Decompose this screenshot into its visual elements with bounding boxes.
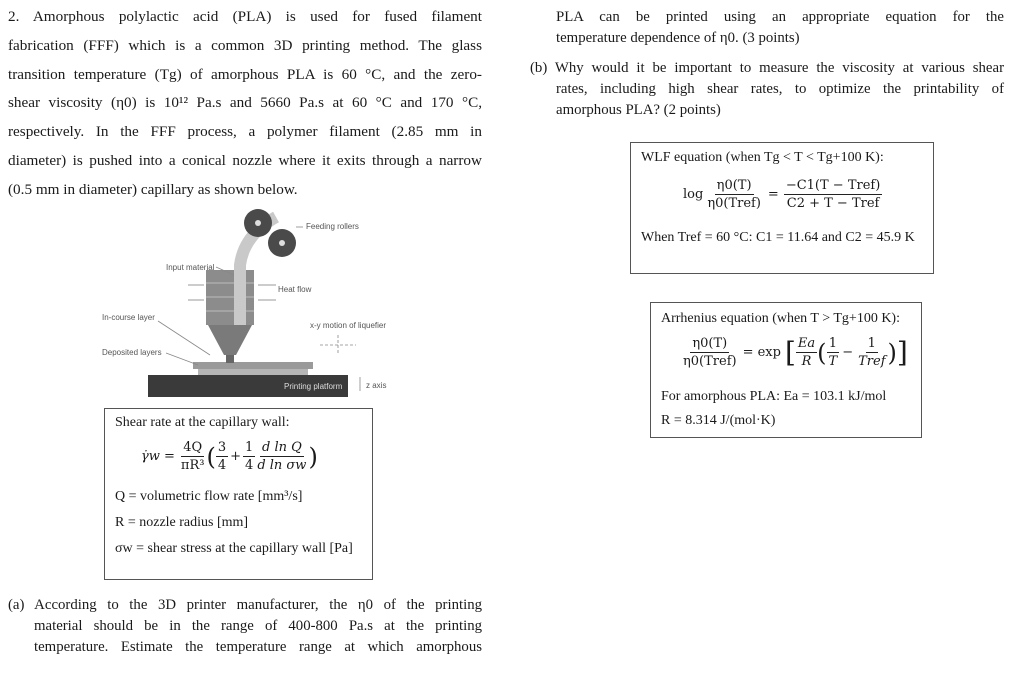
eq-frac-3-4: $\frac{3}{4}$ xyxy=(217,440,227,473)
question-line: 2. Amorphous polylactic acid (PLA) is used for fused filament xyxy=(8,8,482,25)
part-b-line: (b) Why would it be important to measure the viscosity at various shear xyxy=(530,60,1004,76)
nozzle-shape xyxy=(208,325,252,355)
wlf-box xyxy=(630,142,934,274)
part-b-line: amorphous PLA? (2 points) xyxy=(556,102,721,118)
wlf-equation: log $\frac{\eta 0(T)}{\text{η0(Tref)}}$ = $\frac{\text{−C1(T − Tref)}}{\text{C2 + T − Tref}}$ xyxy=(683,178,881,211)
label-deposited-layers: Deposited layers xyxy=(102,348,162,357)
question-text xyxy=(8,3,482,205)
def-r: R = nozzle radius [mm] xyxy=(115,515,249,530)
part-b-line: rates, including high shear rates, to optimize the printability of xyxy=(556,81,1004,97)
eq-frac-1-4: $\frac{1}{4}$ xyxy=(245,440,254,473)
part-a-line: material should be in the range of 400-800 Pa.s at the printing xyxy=(34,618,482,634)
shear-rate-box xyxy=(104,408,373,580)
right-top-line: temperature dependence of η0. (3 points) xyxy=(556,30,800,46)
question-line: transition temperature (Tg) of amorphous PLA is 60 °C, and the zero- xyxy=(8,65,482,83)
label-printing-platform: Printing platform xyxy=(284,382,343,391)
right-top-line: PLA can be printed using an appropriate equation for the xyxy=(556,9,1004,25)
wlf-title: WLF equation (when Tg < T < Tg+100 K): xyxy=(641,150,884,165)
part-b-text xyxy=(530,58,1004,121)
arrhenius-ea-frac: $\frac{Ea}{R}$ xyxy=(797,336,816,369)
arrhenius-1tref-frac: $\frac{1}{\text{Tref}}$ xyxy=(858,336,886,369)
fff-figure xyxy=(98,205,398,400)
arrhenius-1t-frac: $\frac{1}{T}$ xyxy=(828,336,838,369)
part-a-line: (a) According to the 3D printer manufacturer, the η0 of the printing xyxy=(8,597,482,613)
wlf-constants: When Tref = 60 °C: C1 = 11.64 and C2 = 45.9 K xyxy=(641,230,915,245)
right-top-text xyxy=(556,7,1004,49)
eq-frac-dlnq: $\frac{\text{d ln Q}}{\text{d ln σw}}$ xyxy=(257,440,307,473)
arrhenius-equation: $\frac{\eta 0(T)}{\text{η0(Tref)}}$ = exp [ $\frac{Ea}{R}$ ( $\frac{1}{T}$ − $\frac{1}{\text{Tref}}$ ) ] xyxy=(683,335,908,369)
label-z-axis: z axis xyxy=(366,381,387,390)
label-feeding-rollers: Feeding rollers xyxy=(306,222,359,231)
arrhenius-lhs-frac: $\frac{\eta 0(T)}{\text{η0(Tref)}}$ xyxy=(683,336,737,369)
wlf-lhs-frac: $\frac{\eta 0(T)}{\text{η0(Tref)}}$ xyxy=(707,178,761,211)
arrhenius-box xyxy=(650,302,922,438)
deposited-layers-shape xyxy=(193,362,313,369)
question-line: (0.5 mm in diameter) capillary as shown below. xyxy=(8,180,298,198)
question-line: shear viscosity (η0) is 10¹² Pa.s and 5660 Pa.s at 60 °C and 170 °C, xyxy=(8,94,482,112)
arrhenius-title: Arrhenius equation (when T > Tg+100 K): xyxy=(661,311,900,326)
label-in-course-layer: In-course layer xyxy=(102,313,155,322)
part-a-text xyxy=(8,595,482,658)
def-sigma: σw = shear stress at the capillary wall [Pa] xyxy=(115,541,353,556)
arrhenius-ea: For amorphous PLA: Ea = 103.1 kJ/mol xyxy=(661,389,887,404)
shear-rate-title: Shear rate at the capillary wall: xyxy=(115,415,290,430)
arrhenius-r: R = 8.314 J/(mol·K) xyxy=(661,413,776,428)
wlf-rhs-frac: $\frac{\text{−C1(T − Tref)}}{\text{C2 + T − Tref}}$ xyxy=(785,178,881,211)
question-line: respectively. In the FFF process, a polymer filament (2.85 mm in xyxy=(8,123,482,141)
def-q: Q = volumetric flow rate [mm³/s] xyxy=(115,489,303,504)
eq-frac-4q: $\frac{4Q}{\text{πR³}}$ xyxy=(180,440,205,473)
eq-lhs: γ̇w = xyxy=(141,449,175,464)
question-line: fabrication (FFF) which is a common 3D printing method. The glass xyxy=(8,36,482,54)
question-line: diameter) is pushed into a conical nozzle where it exits through a narrow xyxy=(8,151,482,169)
label-xy-motion: x-y motion of liquefier xyxy=(310,321,387,330)
shear-rate-equation: γ̇w = $\frac{4Q}{\text{πR³}}$ ( $\frac{3}{4}$ + $\frac{1}{4}$ $\frac{\text{d ln Q}}{\text{d ln σw}}$ ) xyxy=(141,440,318,473)
part-a-line: temperature. Estimate the temperature range at which amorphous xyxy=(34,639,482,655)
nozzle-schematic xyxy=(98,205,398,400)
label-heat-flow: Heat flow xyxy=(278,285,312,294)
label-input-material: Input material xyxy=(166,263,215,272)
